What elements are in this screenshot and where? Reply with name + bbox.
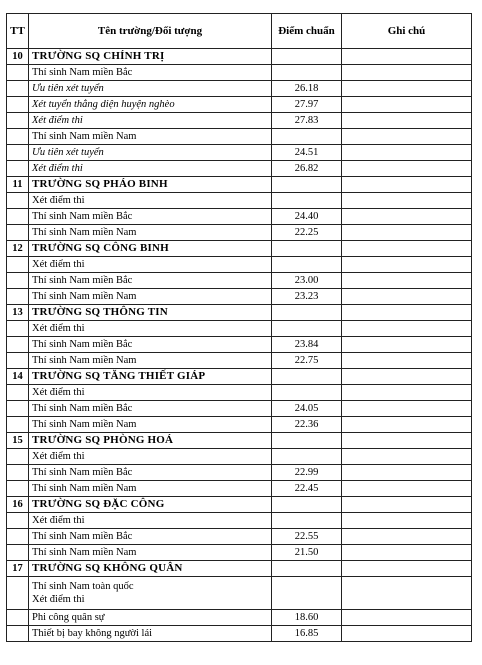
- table-row: [7, 417, 472, 433]
- candidate-group: Thí sinh Nam miền Nam: [29, 545, 272, 561]
- row-number: [7, 513, 29, 529]
- table-row: [7, 257, 472, 273]
- note-cell: [342, 449, 472, 465]
- table-row: [7, 161, 472, 177]
- candidate-group: Xét điểm thi: [29, 113, 272, 129]
- row-number: [7, 610, 29, 626]
- benchmark-score: 22.99: [272, 465, 342, 481]
- note-cell: [342, 129, 472, 145]
- benchmark-score: [272, 385, 342, 401]
- candidate-group: Xét tuyển thẳng diện huyện nghèo: [29, 97, 272, 113]
- row-number: [7, 626, 29, 642]
- admission-scores-document: [6, 13, 472, 642]
- row-number: [7, 161, 29, 177]
- candidate-group: Thí sinh Nam miền Bắc: [29, 273, 272, 289]
- candidate-group: Thí sinh Nam miền Bắc: [29, 209, 272, 225]
- candidate-group: Ưu tiên xét tuyển: [29, 145, 272, 161]
- note-cell: [342, 626, 472, 642]
- header-tt: TT: [7, 14, 29, 49]
- school-row: [7, 49, 472, 65]
- table-row: [7, 321, 472, 337]
- note-cell: [342, 529, 472, 545]
- note-cell: [342, 385, 472, 401]
- note-cell: [342, 401, 472, 417]
- candidate-group: Thí sinh Nam miền Nam: [29, 481, 272, 497]
- note-cell: [342, 177, 472, 193]
- benchmark-score: 23.00: [272, 273, 342, 289]
- benchmark-score: 27.83: [272, 113, 342, 129]
- benchmark-score: [272, 305, 342, 321]
- table-row: [7, 401, 472, 417]
- note-cell: [342, 561, 472, 577]
- benchmark-score: 23.84: [272, 337, 342, 353]
- benchmark-score: 26.18: [272, 81, 342, 97]
- candidate-group: Ưu tiên xét tuyển: [29, 81, 272, 97]
- row-number: 15: [7, 433, 29, 449]
- candidate-group: Thí sinh Nam miền Bắc: [29, 529, 272, 545]
- candidate-group: Phi công quân sự: [29, 610, 272, 626]
- row-number: 13: [7, 305, 29, 321]
- benchmark-score: [272, 241, 342, 257]
- row-number: [7, 145, 29, 161]
- school-name: TRƯỜNG SQ KHÔNG QUÂN: [29, 561, 272, 577]
- candidate-group: Xét điểm thi: [29, 385, 272, 401]
- school-row: [7, 241, 472, 257]
- school-name: TRƯỜNG SQ PHÒNG HOÁ: [29, 433, 272, 449]
- school-row: [7, 305, 472, 321]
- candidate-group: Thiết bị bay không người lái: [29, 626, 272, 642]
- candidate-group: Xét điểm thi: [29, 161, 272, 177]
- benchmark-score: [272, 49, 342, 65]
- candidate-group: Xét điểm thi: [29, 449, 272, 465]
- benchmark-score: 22.36: [272, 417, 342, 433]
- table-row: [7, 545, 472, 561]
- benchmark-score: 16.85: [272, 626, 342, 642]
- candidate-group: Thí sinh Nam miền Bắc: [29, 337, 272, 353]
- note-cell: [342, 161, 472, 177]
- school-name: TRƯỜNG SQ THÔNG TIN: [29, 305, 272, 321]
- note-cell: [342, 225, 472, 241]
- benchmark-score: 22.55: [272, 529, 342, 545]
- benchmark-score: 27.97: [272, 97, 342, 113]
- note-cell: [342, 433, 472, 449]
- candidate-group-line: Thí sinh Nam toàn quốc: [32, 581, 134, 592]
- note-cell: [342, 465, 472, 481]
- benchmark-score: 22.45: [272, 481, 342, 497]
- school-row: [7, 497, 472, 513]
- row-number: [7, 321, 29, 337]
- note-cell: [342, 65, 472, 81]
- table-row: [7, 97, 472, 113]
- row-number: [7, 545, 29, 561]
- table-row: [7, 209, 472, 225]
- row-number: [7, 97, 29, 113]
- candidate-group: Thí sinh Nam miền Nam: [29, 417, 272, 433]
- table-row: [7, 65, 472, 81]
- benchmark-score: [272, 433, 342, 449]
- header-note: Ghi chú: [342, 14, 472, 49]
- row-number: 10: [7, 49, 29, 65]
- benchmark-score: 24.40: [272, 209, 342, 225]
- row-number: [7, 81, 29, 97]
- benchmark-score: 26.82: [272, 161, 342, 177]
- benchmark-score: [272, 193, 342, 209]
- school-row: [7, 369, 472, 385]
- row-number: [7, 129, 29, 145]
- row-number: [7, 225, 29, 241]
- header-score: Điểm chuẩn: [272, 14, 342, 49]
- note-cell: [342, 513, 472, 529]
- row-number: [7, 65, 29, 81]
- note-cell: [342, 337, 472, 353]
- header-name: Tên trường/Đối tượng: [29, 14, 272, 49]
- table-row: [7, 449, 472, 465]
- row-number: [7, 529, 29, 545]
- candidate-group: Xét điểm thi: [29, 513, 272, 529]
- row-number: [7, 113, 29, 129]
- benchmark-score: [272, 513, 342, 529]
- row-number: [7, 209, 29, 225]
- table-row: [7, 289, 472, 305]
- table-row: [7, 273, 472, 289]
- table-row: [7, 610, 472, 626]
- table-row: [7, 481, 472, 497]
- table-row: [7, 577, 472, 610]
- benchmark-score: [272, 449, 342, 465]
- note-cell: [342, 321, 472, 337]
- candidate-group: Thí sinh Nam miền Nam: [29, 353, 272, 369]
- note-cell: [342, 145, 472, 161]
- benchmark-score: 24.05: [272, 401, 342, 417]
- note-cell: [342, 81, 472, 97]
- note-cell: [342, 577, 472, 610]
- table-row: [7, 465, 472, 481]
- row-number: [7, 273, 29, 289]
- row-number: [7, 401, 29, 417]
- note-cell: [342, 241, 472, 257]
- benchmark-score: [272, 177, 342, 193]
- benchmark-score: 22.75: [272, 353, 342, 369]
- school-name: TRƯỜNG SQ CÔNG BINH: [29, 241, 272, 257]
- row-number: [7, 465, 29, 481]
- note-cell: [342, 610, 472, 626]
- table-header-row: [7, 14, 472, 49]
- school-name: TRƯỜNG SQ TĂNG THIẾT GIÁP: [29, 369, 272, 385]
- note-cell: [342, 481, 472, 497]
- table-row: [7, 337, 472, 353]
- row-number: 16: [7, 497, 29, 513]
- school-name: TRƯỜNG SQ CHÍNH TRỊ: [29, 49, 272, 65]
- row-number: [7, 385, 29, 401]
- note-cell: [342, 97, 472, 113]
- note-cell: [342, 257, 472, 273]
- row-number: [7, 417, 29, 433]
- table-row: [7, 529, 472, 545]
- note-cell: [342, 497, 472, 513]
- candidate-group: Thí sinh Nam miền Bắc: [29, 65, 272, 81]
- row-number: [7, 353, 29, 369]
- candidate-group: Thí sinh Nam miền Bắc: [29, 401, 272, 417]
- note-cell: [342, 113, 472, 129]
- row-number: 11: [7, 177, 29, 193]
- table-row: [7, 145, 472, 161]
- candidate-group: Thí sinh Nam miền Nam: [29, 225, 272, 241]
- benchmark-score: 21.50: [272, 545, 342, 561]
- row-number: 12: [7, 241, 29, 257]
- table-row: [7, 385, 472, 401]
- row-number: [7, 337, 29, 353]
- note-cell: [342, 273, 472, 289]
- table-row: [7, 129, 472, 145]
- benchmark-score: [272, 129, 342, 145]
- row-number: [7, 577, 29, 610]
- school-name: TRƯỜNG SQ ĐẶC CÔNG: [29, 497, 272, 513]
- table-row: [7, 513, 472, 529]
- candidate-group: Thí sinh Nam miền Bắc: [29, 465, 272, 481]
- note-cell: [342, 369, 472, 385]
- benchmark-score: 18.60: [272, 610, 342, 626]
- school-row: [7, 177, 472, 193]
- note-cell: [342, 289, 472, 305]
- note-cell: [342, 545, 472, 561]
- benchmark-score: [272, 561, 342, 577]
- table-row: [7, 225, 472, 241]
- school-row: [7, 561, 472, 577]
- row-number: [7, 289, 29, 305]
- benchmark-score: [272, 257, 342, 273]
- note-cell: [342, 209, 472, 225]
- candidate-group: Thí sinh Nam miền Nam: [29, 289, 272, 305]
- admission-scores-table: [6, 13, 472, 642]
- school-row: [7, 433, 472, 449]
- benchmark-score: 24.51: [272, 145, 342, 161]
- table-row: [7, 193, 472, 209]
- table-row: [7, 81, 472, 97]
- candidate-group: Xét điểm thi: [29, 193, 272, 209]
- note-cell: [342, 417, 472, 433]
- note-cell: [342, 193, 472, 209]
- row-number: [7, 449, 29, 465]
- table-row: [7, 113, 472, 129]
- note-cell: [342, 353, 472, 369]
- candidate-group: Xét điểm thi: [29, 321, 272, 337]
- benchmark-score: [272, 321, 342, 337]
- candidate-group: Xét điểm thi: [29, 257, 272, 273]
- row-number: 17: [7, 561, 29, 577]
- benchmark-score: [272, 369, 342, 385]
- note-cell: [342, 305, 472, 321]
- school-name: TRƯỜNG SQ PHÁO BINH: [29, 177, 272, 193]
- row-number: 14: [7, 369, 29, 385]
- benchmark-score: 23.23: [272, 289, 342, 305]
- table-row: [7, 353, 472, 369]
- row-number: [7, 257, 29, 273]
- note-cell: [342, 49, 472, 65]
- table-body: [7, 49, 472, 642]
- candidate-group: [29, 577, 272, 610]
- benchmark-score: [272, 497, 342, 513]
- table-row: [7, 626, 472, 642]
- benchmark-score: [272, 65, 342, 81]
- benchmark-score: 22.25: [272, 225, 342, 241]
- benchmark-score: [272, 577, 342, 610]
- row-number: [7, 193, 29, 209]
- candidate-group-subline: Xét điểm thi: [32, 594, 85, 605]
- candidate-group: Thí sinh Nam miền Nam: [29, 129, 272, 145]
- row-number: [7, 481, 29, 497]
